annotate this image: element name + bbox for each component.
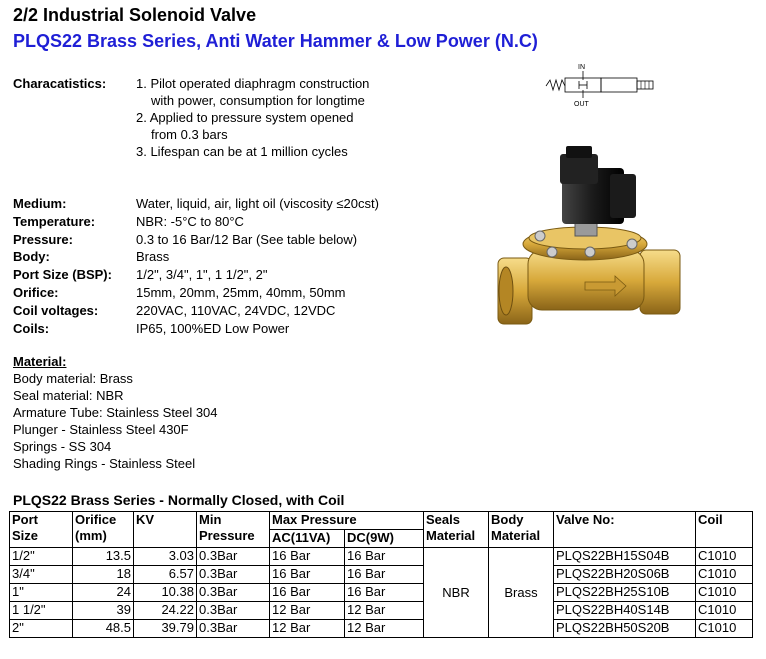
table-title: PLQS22 Brass Series - Normally Closed, with Coil xyxy=(13,492,345,508)
material-item: Seal material: NBR xyxy=(13,388,124,403)
cell-min-pressure: 0.3Bar xyxy=(197,602,270,620)
spec-key: Port Size (BSP): xyxy=(13,267,112,283)
header-seals-material: Seals Material xyxy=(424,512,489,548)
cell-valve-no: PLQS22BH40S14B xyxy=(554,602,696,620)
header-kv: KV xyxy=(134,512,197,548)
cell-valve-no: PLQS22BH20S06B xyxy=(554,566,696,584)
cell-dc: 12 Bar xyxy=(345,602,424,620)
table-row xyxy=(10,602,753,620)
cell-orifice: 18 xyxy=(73,566,134,584)
cell-coil: C1010 xyxy=(696,620,753,638)
table-row xyxy=(10,566,753,584)
table-row xyxy=(10,548,753,566)
spec-key: Body: xyxy=(13,249,50,265)
specifications-table xyxy=(9,511,753,638)
table-row xyxy=(10,620,753,638)
header-orifice: Orifice (mm) xyxy=(73,512,134,548)
cell-ac: 16 Bar xyxy=(270,566,345,584)
cell-valve-no: PLQS22BH25S10B xyxy=(554,584,696,602)
spec-value: Water, liquid, air, light oil (viscosity ≤20cst) xyxy=(136,196,379,211)
header-valve-no: Valve No: xyxy=(554,512,696,548)
material-item: Shading Rings - Stainless Steel xyxy=(13,456,196,471)
header-dc: DC(9W) xyxy=(345,530,424,548)
material-heading: Material: xyxy=(13,354,67,369)
cell-min-pressure: 0.3Bar xyxy=(197,584,270,602)
header-min-pressure: Min Pressure xyxy=(197,512,270,548)
cell-port: 1 1/2" xyxy=(10,602,73,620)
spec-key: Pressure: xyxy=(13,231,73,247)
cell-dc: 16 Bar xyxy=(345,584,424,602)
characteristics-item: with power, consumption for longtime xyxy=(151,93,365,108)
spec-key: Temperature: xyxy=(13,213,96,229)
material-section xyxy=(13,353,218,472)
material-item: Body material: Brass xyxy=(13,371,133,386)
spec-value: Brass xyxy=(136,249,170,265)
table-header-row xyxy=(10,512,753,530)
cell-coil: C1010 xyxy=(696,566,753,584)
cell-ac: 16 Bar xyxy=(270,584,345,602)
cell-kv: 24.22 xyxy=(134,602,197,620)
cell-kv: 3.03 xyxy=(134,548,197,566)
cell-coil: C1010 xyxy=(696,548,753,566)
spec-key: Coils: xyxy=(13,320,50,336)
spec-row xyxy=(13,195,379,213)
cell-ac: 12 Bar xyxy=(270,602,345,620)
cell-coil: C1010 xyxy=(696,602,753,620)
characteristics-item: 1. Pilot operated diaphragm construction xyxy=(136,76,370,91)
spec-value: NBR: -5°C to 80°C xyxy=(136,213,244,229)
cell-coil: C1010 xyxy=(696,584,753,602)
header-port-size: Port Size xyxy=(10,512,73,548)
cell-valve-no: PLQS22BH50S20B xyxy=(554,620,696,638)
cell-kv: 10.38 xyxy=(134,584,197,602)
cell-port: 2" xyxy=(10,620,73,638)
cell-dc: 16 Bar xyxy=(345,566,424,584)
spec-key: Coil voltages: xyxy=(13,302,99,318)
header-ac: AC(11VA) xyxy=(270,530,345,548)
characteristics-item: 3. Lifespan can be at 1 million cycles xyxy=(136,144,348,159)
characteristics-label: Characatistics: xyxy=(13,76,107,91)
spec-key: Orifice: xyxy=(13,284,59,300)
cell-ac: 16 Bar xyxy=(270,548,345,566)
spec-row xyxy=(13,231,379,249)
header-body-material: Body Material xyxy=(489,512,554,548)
cell-kv: 39.79 xyxy=(134,620,197,638)
spec-value: 15mm, 20mm, 25mm, 40mm, 50mm xyxy=(136,284,346,300)
cell-port: 1" xyxy=(10,584,73,602)
specifications-list xyxy=(13,195,379,337)
page-subtitle: PLQS22 Brass Series, Anti Water Hammer & Low Power (N.C) xyxy=(13,31,538,51)
cell-valve-no: PLQS22BH15S04B xyxy=(554,548,696,566)
cell-dc: 12 Bar xyxy=(345,620,424,638)
solenoid-valve-image xyxy=(490,140,690,340)
cell-orifice: 48.5 xyxy=(73,620,134,638)
table-row xyxy=(10,584,753,602)
spec-row xyxy=(13,248,379,266)
spec-value: 0.3 to 16 Bar/12 Bar (See table below) xyxy=(136,231,358,247)
characteristics-item: 2. Applied to pressure system opened xyxy=(136,110,354,125)
spec-value: 1/2", 3/4", 1", 1 1/2", 2" xyxy=(136,267,268,283)
spec-row xyxy=(13,213,379,231)
cell-min-pressure: 0.3Bar xyxy=(197,548,270,566)
symbol-out-label: OUT xyxy=(574,101,589,108)
material-item: Plunger - Stainless Steel 430F xyxy=(13,422,189,437)
cell-dc: 16 Bar xyxy=(345,548,424,566)
valve-symbol-diagram xyxy=(544,62,662,108)
characteristics-list xyxy=(136,75,369,160)
spec-value: IP65, 100%ED Low Power xyxy=(136,320,290,336)
cell-ac: 12 Bar xyxy=(270,620,345,638)
cell-seal-material: NBR xyxy=(424,548,489,638)
spec-row xyxy=(13,266,379,284)
cell-port: 3/4" xyxy=(10,566,73,584)
characteristics-item: from 0.3 bars xyxy=(151,127,228,142)
cell-body-material: Brass xyxy=(489,548,554,638)
spec-row xyxy=(13,320,379,338)
cell-orifice: 39 xyxy=(73,602,134,620)
cell-orifice: 24 xyxy=(73,584,134,602)
spec-key: Medium: xyxy=(13,196,67,211)
header-coil: Coil xyxy=(696,512,753,548)
cell-orifice: 13.5 xyxy=(73,548,134,566)
material-item: Springs - SS 304 xyxy=(13,439,112,454)
spec-value: 220VAC, 110VAC, 24VDC, 12VDC xyxy=(136,302,336,318)
material-item: Armature Tube: Stainless Steel 304 xyxy=(13,405,218,420)
header-max-pressure: Max Pressure xyxy=(270,512,424,530)
cell-min-pressure: 0.3Bar xyxy=(197,566,270,584)
spec-row xyxy=(13,284,379,302)
cell-port: 1/2" xyxy=(10,548,73,566)
page-title: 2/2 Industrial Solenoid Valve xyxy=(13,5,257,25)
cell-kv: 6.57 xyxy=(134,566,197,584)
cell-min-pressure: 0.3Bar xyxy=(197,620,270,638)
symbol-in-label: IN xyxy=(578,64,585,71)
spec-row xyxy=(13,302,379,320)
